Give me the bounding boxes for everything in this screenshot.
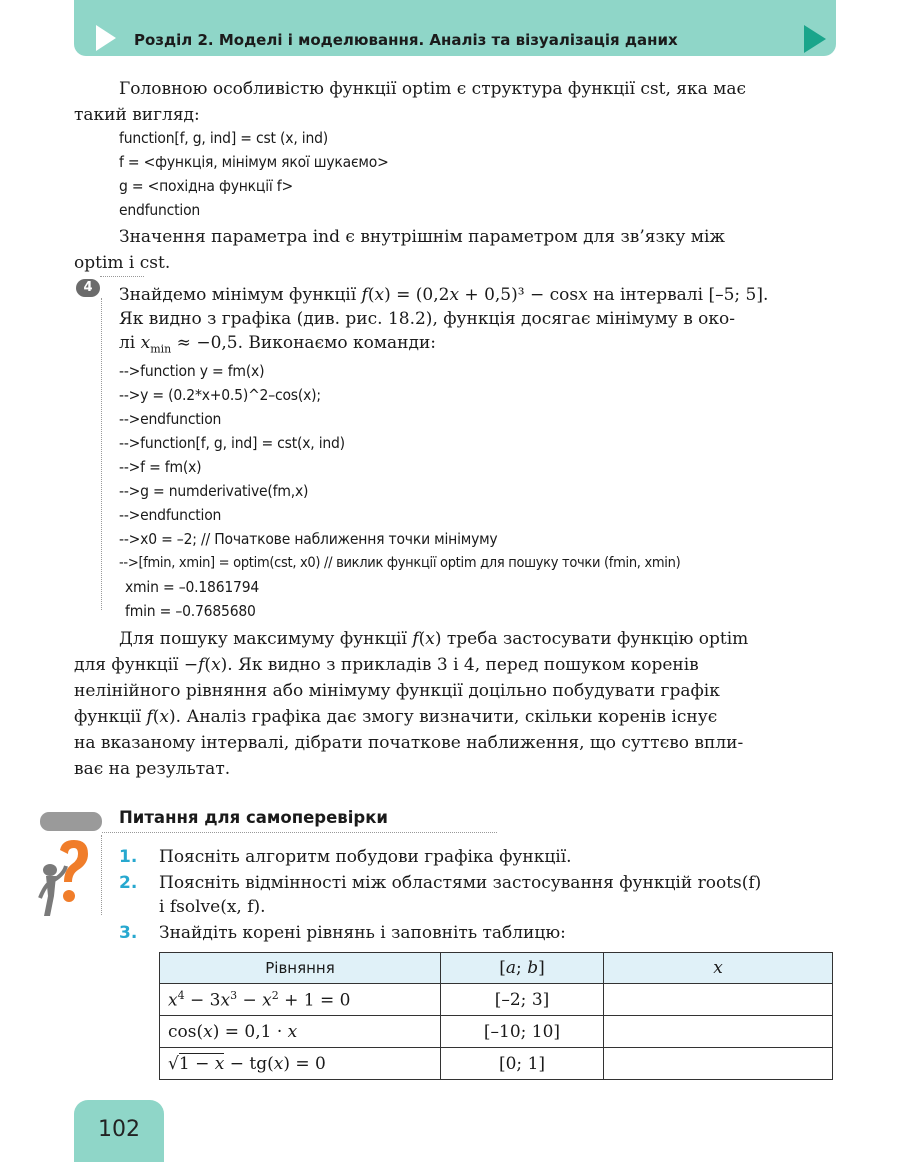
code-line: -->g = numderivative(fm,x)	[119, 482, 309, 500]
code-line: g = <похідна функції f>	[119, 177, 293, 195]
triangle-left-icon	[96, 25, 116, 51]
example-line-1: Знайдемо мінімум функції f(x) = (0,2x + 0,5)³ − cosx на інтервалі [–5; 5].	[119, 285, 769, 305]
table-header-row	[160, 953, 833, 984]
code-line: f = <функція, мінімум якої шукаємо>	[119, 153, 389, 171]
example-margin-line	[101, 298, 102, 610]
table-header: [a; b]	[441, 953, 604, 984]
code-line: -->f = fm(x)	[119, 458, 202, 476]
example-number-badge: 4	[76, 279, 100, 297]
conclusion-line-4: функції f(x). Аналіз графіка дає змогу визначити, скільки коренів існує	[74, 707, 718, 727]
example-line-3: лі $x_{min} \approx -0,5$. Виконаємо команди:	[119, 333, 437, 356]
conclusion-line-5: на вказаному інтервалі, дібрати початкове наближення, що суттєво впли-	[74, 733, 744, 753]
question-mark-icon	[36, 840, 92, 916]
table-header: x	[604, 953, 833, 984]
code-line: endfunction	[119, 201, 201, 219]
ind-note-line-2: optim і cst.	[74, 253, 171, 273]
code-line: -->[fmin, xmin] = optim(cst, x0) // виклик функції optim для пошуку точки (fmin, xmin)	[119, 555, 681, 571]
code-line: -->endfunction	[119, 506, 222, 524]
interval-cell: [–2; 3]	[441, 984, 604, 1016]
cst-code-block	[119, 126, 389, 222]
questions-title: Питання для самоперевірки	[119, 808, 388, 827]
questions-bar	[40, 812, 102, 831]
equation-cell: $x^4 - 3x^3 - x^2 + 1 = 0$	[160, 984, 441, 1016]
answer-cell[interactable]	[604, 1048, 833, 1080]
example-divider	[100, 276, 144, 277]
conclusion-line-1: Для пошуку максимуму функції f(x) треба застосувати функцію optim	[119, 629, 749, 649]
code-line: fmin = –0.7685680	[125, 602, 256, 620]
code-line: -->endfunction	[119, 410, 222, 428]
conclusion-line-2: для функції −f(x). Як видно з прикладів 3 і 4, перед пошуком коренів	[74, 655, 699, 675]
interval-cell: [–10; 10]	[441, 1016, 604, 1048]
code-line: -->function y = fm(x)	[119, 362, 265, 380]
ind-note-line-1: Значення параметра ind є внутрішнім параметром для зв’язку між	[119, 227, 726, 247]
code-line: function[f, g, ind] = cst (x, ind)	[119, 129, 329, 147]
answer-cell[interactable]	[604, 1016, 833, 1048]
intro-line-1: Головною особливістю функції optim є структура функції cst, яка має	[119, 79, 747, 99]
equation-cell: cos(x) = 0,1 · x	[160, 1016, 441, 1048]
chapter-title: Розділ 2. Моделі і моделювання. Аналіз та візуалізація даних	[134, 31, 678, 49]
table-row	[160, 1048, 833, 1080]
page-number: 102	[74, 1100, 164, 1162]
code-line: -->x0 = –2; // Початкове наближення точки мінімуму	[119, 530, 498, 548]
chapter-header	[74, 0, 836, 56]
questions-margin-line	[101, 835, 102, 915]
triangle-right-icon	[804, 25, 826, 53]
answer-cell[interactable]	[604, 984, 833, 1016]
equation-cell: √1 − x − tg(x) = 0	[160, 1048, 441, 1080]
questions-divider	[102, 832, 497, 833]
roots-table	[159, 952, 833, 1080]
code-line: -->function[f, g, ind] = cst(x, ind)	[119, 434, 345, 452]
conclusion-line-6: ває на результат.	[74, 759, 231, 779]
example-line-2: Як видно з графіка (див. рис. 18.2), функція досягає мінімуму в око-	[119, 309, 736, 329]
intro-line-2: такий вигляд:	[74, 105, 200, 125]
example-code-block	[119, 359, 680, 623]
table-header: Рівняння	[160, 953, 441, 984]
interval-cell: [0; 1]	[441, 1048, 604, 1080]
table-row	[160, 1016, 833, 1048]
conclusion-line-3: нелінійного рівняння або мінімуму функції доцільно побудувати графік	[74, 681, 720, 701]
code-line: xmin = –0.1861794	[125, 578, 260, 596]
table-row	[160, 984, 833, 1016]
code-line: -->y = (0.2*x+0.5)^2–cos(x);	[119, 386, 321, 404]
